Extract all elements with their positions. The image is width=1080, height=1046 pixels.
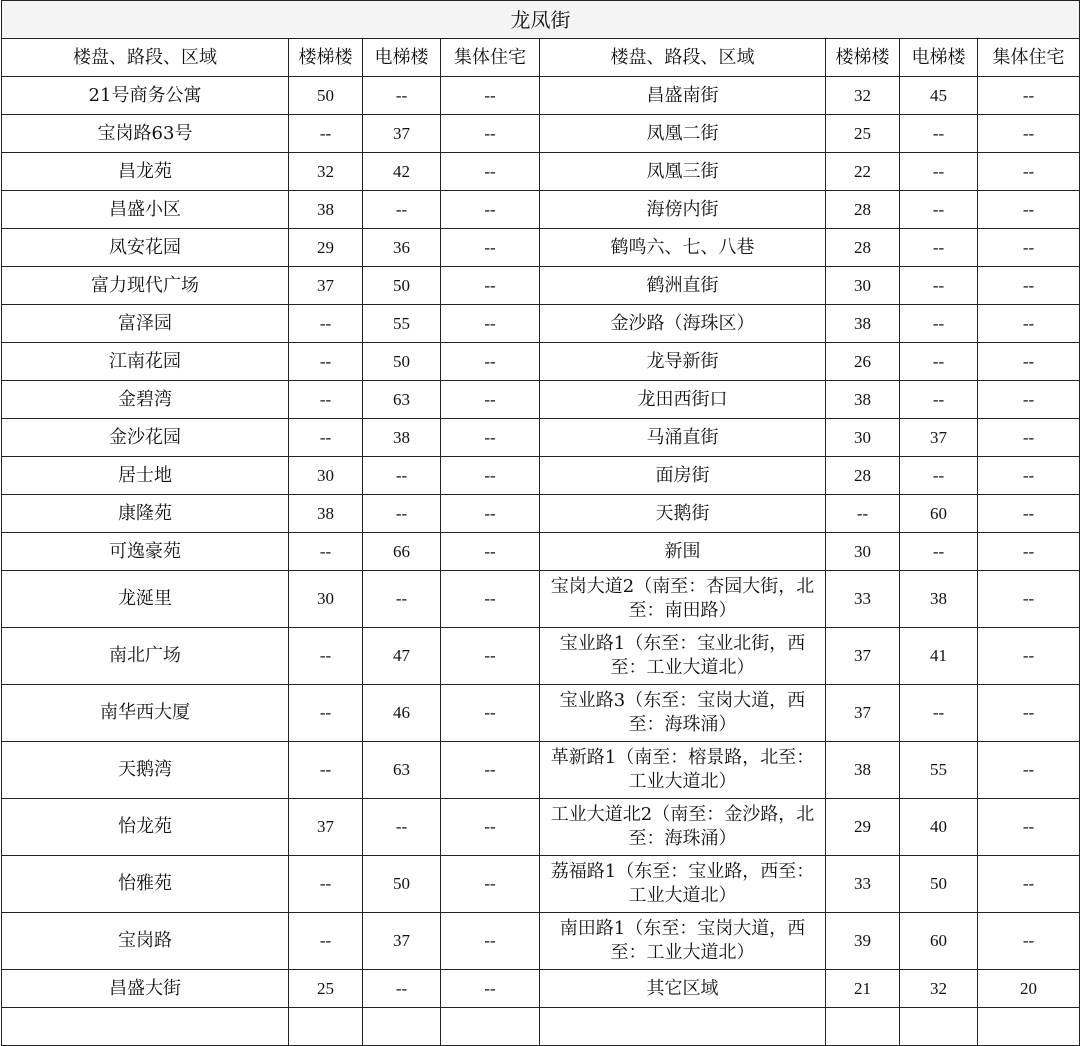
header-stair-right: 楼梯楼 [826, 39, 900, 77]
cell-elevator-right: 41 [900, 628, 978, 685]
cell-stair-right: 33 [826, 571, 900, 628]
cell-collective-left: -- [441, 343, 540, 381]
table-row [2, 267, 1080, 305]
cell-area-right: 海傍内街 [540, 191, 826, 229]
cell-collective-left: -- [441, 229, 540, 267]
cell-collective-right: -- [978, 77, 1080, 115]
cell-empty [363, 1008, 441, 1046]
cell-collective-left: -- [441, 970, 540, 1008]
cell-area-right: 南田路1（东至：宝岗大道，西至：工业大道北） [540, 913, 826, 970]
cell-stair-left: -- [289, 419, 363, 457]
cell-elevator-left: 50 [363, 267, 441, 305]
cell-area-left: 居士地 [2, 457, 289, 495]
cell-stair-left: -- [289, 343, 363, 381]
table-row [2, 343, 1080, 381]
cell-elevator-left: 63 [363, 381, 441, 419]
cell-empty [441, 1008, 540, 1046]
table-row [2, 970, 1080, 1008]
cell-collective-left: -- [441, 153, 540, 191]
cell-elevator-right: -- [900, 267, 978, 305]
cell-stair-left: -- [289, 628, 363, 685]
cell-area-right: 马涌直街 [540, 419, 826, 457]
cell-area-right: 龙导新街 [540, 343, 826, 381]
table-row [2, 571, 1080, 628]
cell-collective-left: -- [441, 799, 540, 856]
cell-collective-left: -- [441, 419, 540, 457]
cell-elevator-left: 37 [363, 913, 441, 970]
cell-elevator-left: 63 [363, 742, 441, 799]
cell-elevator-right: 45 [900, 77, 978, 115]
table-row [2, 533, 1080, 571]
table-row [2, 742, 1080, 799]
header-elevator-left: 电梯楼 [363, 39, 441, 77]
cell-stair-right: 28 [826, 229, 900, 267]
housing-table [1, 0, 1080, 1046]
cell-collective-right: -- [978, 153, 1080, 191]
cell-collective-right: -- [978, 115, 1080, 153]
cell-collective-right: -- [978, 533, 1080, 571]
header-area-right: 楼盘、路段、区域 [540, 39, 826, 77]
table-row [2, 419, 1080, 457]
table-row [2, 229, 1080, 267]
cell-collective-right: -- [978, 457, 1080, 495]
cell-empty [289, 1008, 363, 1046]
cell-elevator-right: -- [900, 343, 978, 381]
cell-area-right: 宝岗大道2（南至：杏园大街，北至：南田路） [540, 571, 826, 628]
cell-stair-left: -- [289, 533, 363, 571]
cell-collective-right: -- [978, 856, 1080, 913]
cell-collective-right: -- [978, 742, 1080, 799]
cell-stair-left: -- [289, 856, 363, 913]
cell-area-right: 新围 [540, 533, 826, 571]
cell-area-left: 昌盛小区 [2, 191, 289, 229]
cell-elevator-left: 37 [363, 115, 441, 153]
cell-elevator-left: 42 [363, 153, 441, 191]
cell-area-left: 凤安花园 [2, 229, 289, 267]
cell-stair-left: -- [289, 305, 363, 343]
table-row [2, 913, 1080, 970]
cell-area-right: 金沙路（海珠区） [540, 305, 826, 343]
cell-stair-right: 33 [826, 856, 900, 913]
cell-stair-left: 32 [289, 153, 363, 191]
cell-elevator-right: -- [900, 229, 978, 267]
cell-stair-right: 30 [826, 533, 900, 571]
cell-area-left: 昌龙苑 [2, 153, 289, 191]
cell-area-left: 金沙花园 [2, 419, 289, 457]
cell-area-left: 江南花园 [2, 343, 289, 381]
cell-collective-left: -- [441, 115, 540, 153]
cell-area-left: 天鹅湾 [2, 742, 289, 799]
cell-stair-right: -- [826, 495, 900, 533]
cell-stair-left: -- [289, 381, 363, 419]
table-row [2, 115, 1080, 153]
cell-area-right: 工业大道北2（南至：金沙路，北至：海珠涌） [540, 799, 826, 856]
cell-area-left: 康隆苑 [2, 495, 289, 533]
cell-stair-left: -- [289, 913, 363, 970]
table-row [2, 457, 1080, 495]
cell-stair-left: 38 [289, 495, 363, 533]
cell-collective-left: -- [441, 628, 540, 685]
cell-collective-left: -- [441, 571, 540, 628]
table-row [2, 381, 1080, 419]
cell-elevator-right: -- [900, 191, 978, 229]
cell-stair-right: 28 [826, 457, 900, 495]
cell-collective-right: -- [978, 267, 1080, 305]
table-row [2, 799, 1080, 856]
cell-collective-left: -- [441, 381, 540, 419]
table-row-partial [2, 1008, 1080, 1046]
cell-elevator-left: -- [363, 191, 441, 229]
cell-elevator-right: 60 [900, 495, 978, 533]
cell-stair-right: 32 [826, 77, 900, 115]
cell-stair-right: 30 [826, 419, 900, 457]
cell-area-right: 其它区域 [540, 970, 826, 1008]
table-row [2, 495, 1080, 533]
header-row [2, 39, 1080, 77]
cell-elevator-left: -- [363, 457, 441, 495]
cell-empty [978, 1008, 1080, 1046]
cell-stair-right: 30 [826, 267, 900, 305]
cell-elevator-right: -- [900, 381, 978, 419]
cell-stair-left: -- [289, 685, 363, 742]
cell-elevator-left: -- [363, 77, 441, 115]
cell-elevator-left: 36 [363, 229, 441, 267]
cell-stair-left: 38 [289, 191, 363, 229]
cell-elevator-right: 55 [900, 742, 978, 799]
cell-area-right: 宝业路3（东至：宝岗大道，西至：海珠涌） [540, 685, 826, 742]
cell-stair-left: 37 [289, 267, 363, 305]
header-area-left: 楼盘、路段、区域 [2, 39, 289, 77]
cell-collective-right: -- [978, 381, 1080, 419]
header-stair-left: 楼梯楼 [289, 39, 363, 77]
table-row [2, 305, 1080, 343]
cell-area-left: 21号商务公寓 [2, 77, 289, 115]
cell-stair-left: -- [289, 115, 363, 153]
table-row [2, 628, 1080, 685]
cell-area-left: 南北广场 [2, 628, 289, 685]
table-body [2, 77, 1080, 1046]
cell-stair-left: 30 [289, 571, 363, 628]
cell-stair-right: 29 [826, 799, 900, 856]
cell-collective-left: -- [441, 305, 540, 343]
cell-collective-left: -- [441, 457, 540, 495]
cell-collective-left: -- [441, 495, 540, 533]
cell-elevator-left: -- [363, 970, 441, 1008]
cell-stair-left: 50 [289, 77, 363, 115]
cell-elevator-right: -- [900, 153, 978, 191]
header-collective-right: 集体住宅 [978, 39, 1080, 77]
cell-area-left: 宝岗路63号 [2, 115, 289, 153]
cell-area-left: 龙涎里 [2, 571, 289, 628]
cell-collective-left: -- [441, 913, 540, 970]
cell-area-left: 可逸豪苑 [2, 533, 289, 571]
cell-elevator-right: 60 [900, 913, 978, 970]
cell-stair-left: 25 [289, 970, 363, 1008]
cell-elevator-right: 32 [900, 970, 978, 1008]
cell-collective-right: 20 [978, 970, 1080, 1008]
table-title: 龙凤街 [2, 1, 1080, 39]
cell-area-right: 革新路1（南至：榕景路，北至：工业大道北） [540, 742, 826, 799]
cell-elevator-left: -- [363, 495, 441, 533]
cell-elevator-right: -- [900, 115, 978, 153]
cell-elevator-right: -- [900, 457, 978, 495]
cell-stair-right: 39 [826, 913, 900, 970]
cell-collective-right: -- [978, 305, 1080, 343]
cell-stair-right: 38 [826, 742, 900, 799]
cell-area-right: 天鹅街 [540, 495, 826, 533]
cell-stair-right: 38 [826, 381, 900, 419]
cell-elevator-right: 38 [900, 571, 978, 628]
cell-empty [2, 1008, 289, 1046]
cell-empty [900, 1008, 978, 1046]
cell-collective-right: -- [978, 495, 1080, 533]
cell-collective-left: -- [441, 685, 540, 742]
header-collective-left: 集体住宅 [441, 39, 540, 77]
cell-elevator-left: -- [363, 799, 441, 856]
cell-collective-left: -- [441, 533, 540, 571]
header-elevator-right: 电梯楼 [900, 39, 978, 77]
cell-collective-right: -- [978, 913, 1080, 970]
cell-collective-left: -- [441, 191, 540, 229]
cell-stair-left: 37 [289, 799, 363, 856]
cell-area-left: 宝岗路 [2, 913, 289, 970]
cell-collective-right: -- [978, 191, 1080, 229]
cell-collective-right: -- [978, 571, 1080, 628]
cell-stair-left: 30 [289, 457, 363, 495]
cell-elevator-left: 66 [363, 533, 441, 571]
cell-area-left: 金碧湾 [2, 381, 289, 419]
cell-collective-left: -- [441, 267, 540, 305]
cell-area-right: 面房街 [540, 457, 826, 495]
cell-stair-left: -- [289, 742, 363, 799]
cell-elevator-right: -- [900, 305, 978, 343]
cell-elevator-left: 50 [363, 343, 441, 381]
cell-collective-right: -- [978, 343, 1080, 381]
cell-area-left: 怡龙苑 [2, 799, 289, 856]
cell-area-right: 昌盛南街 [540, 77, 826, 115]
cell-elevator-left: 46 [363, 685, 441, 742]
cell-stair-right: 21 [826, 970, 900, 1008]
cell-elevator-right: -- [900, 685, 978, 742]
cell-area-right: 龙田西街口 [540, 381, 826, 419]
cell-stair-right: 37 [826, 628, 900, 685]
cell-empty [540, 1008, 826, 1046]
table-row [2, 685, 1080, 742]
cell-elevator-right: 40 [900, 799, 978, 856]
cell-elevator-left: -- [363, 571, 441, 628]
cell-collective-right: -- [978, 685, 1080, 742]
cell-stair-right: 25 [826, 115, 900, 153]
cell-stair-left: 29 [289, 229, 363, 267]
cell-stair-right: 28 [826, 191, 900, 229]
cell-elevator-right: 37 [900, 419, 978, 457]
cell-stair-right: 22 [826, 153, 900, 191]
cell-area-left: 富力现代广场 [2, 267, 289, 305]
cell-area-left: 怡雅苑 [2, 856, 289, 913]
cell-area-right: 凤凰二街 [540, 115, 826, 153]
cell-area-right: 凤凰三街 [540, 153, 826, 191]
cell-stair-right: 37 [826, 685, 900, 742]
cell-collective-right: -- [978, 799, 1080, 856]
cell-elevator-left: 50 [363, 856, 441, 913]
cell-elevator-right: -- [900, 533, 978, 571]
table-row [2, 856, 1080, 913]
cell-area-right: 鹤洲直街 [540, 267, 826, 305]
cell-collective-right: -- [978, 229, 1080, 267]
cell-elevator-left: 38 [363, 419, 441, 457]
cell-stair-right: 26 [826, 343, 900, 381]
cell-collective-right: -- [978, 628, 1080, 685]
cell-collective-left: -- [441, 742, 540, 799]
cell-area-right: 荔福路1（东至：宝业路，西至：工业大道北） [540, 856, 826, 913]
cell-stair-right: 38 [826, 305, 900, 343]
cell-area-left: 富泽园 [2, 305, 289, 343]
cell-area-left: 昌盛大街 [2, 970, 289, 1008]
cell-collective-right: -- [978, 419, 1080, 457]
cell-area-right: 鹤鸣六、七、八巷 [540, 229, 826, 267]
table-row [2, 77, 1080, 115]
table-row [2, 153, 1080, 191]
cell-collective-left: -- [441, 856, 540, 913]
cell-area-left: 南华西大厦 [2, 685, 289, 742]
cell-elevator-right: 50 [900, 856, 978, 913]
cell-elevator-left: 55 [363, 305, 441, 343]
cell-elevator-left: 47 [363, 628, 441, 685]
cell-empty [826, 1008, 900, 1046]
cell-area-right: 宝业路1（东至：宝业北街，西至：工业大道北） [540, 628, 826, 685]
table-row [2, 191, 1080, 229]
cell-collective-left: -- [441, 77, 540, 115]
